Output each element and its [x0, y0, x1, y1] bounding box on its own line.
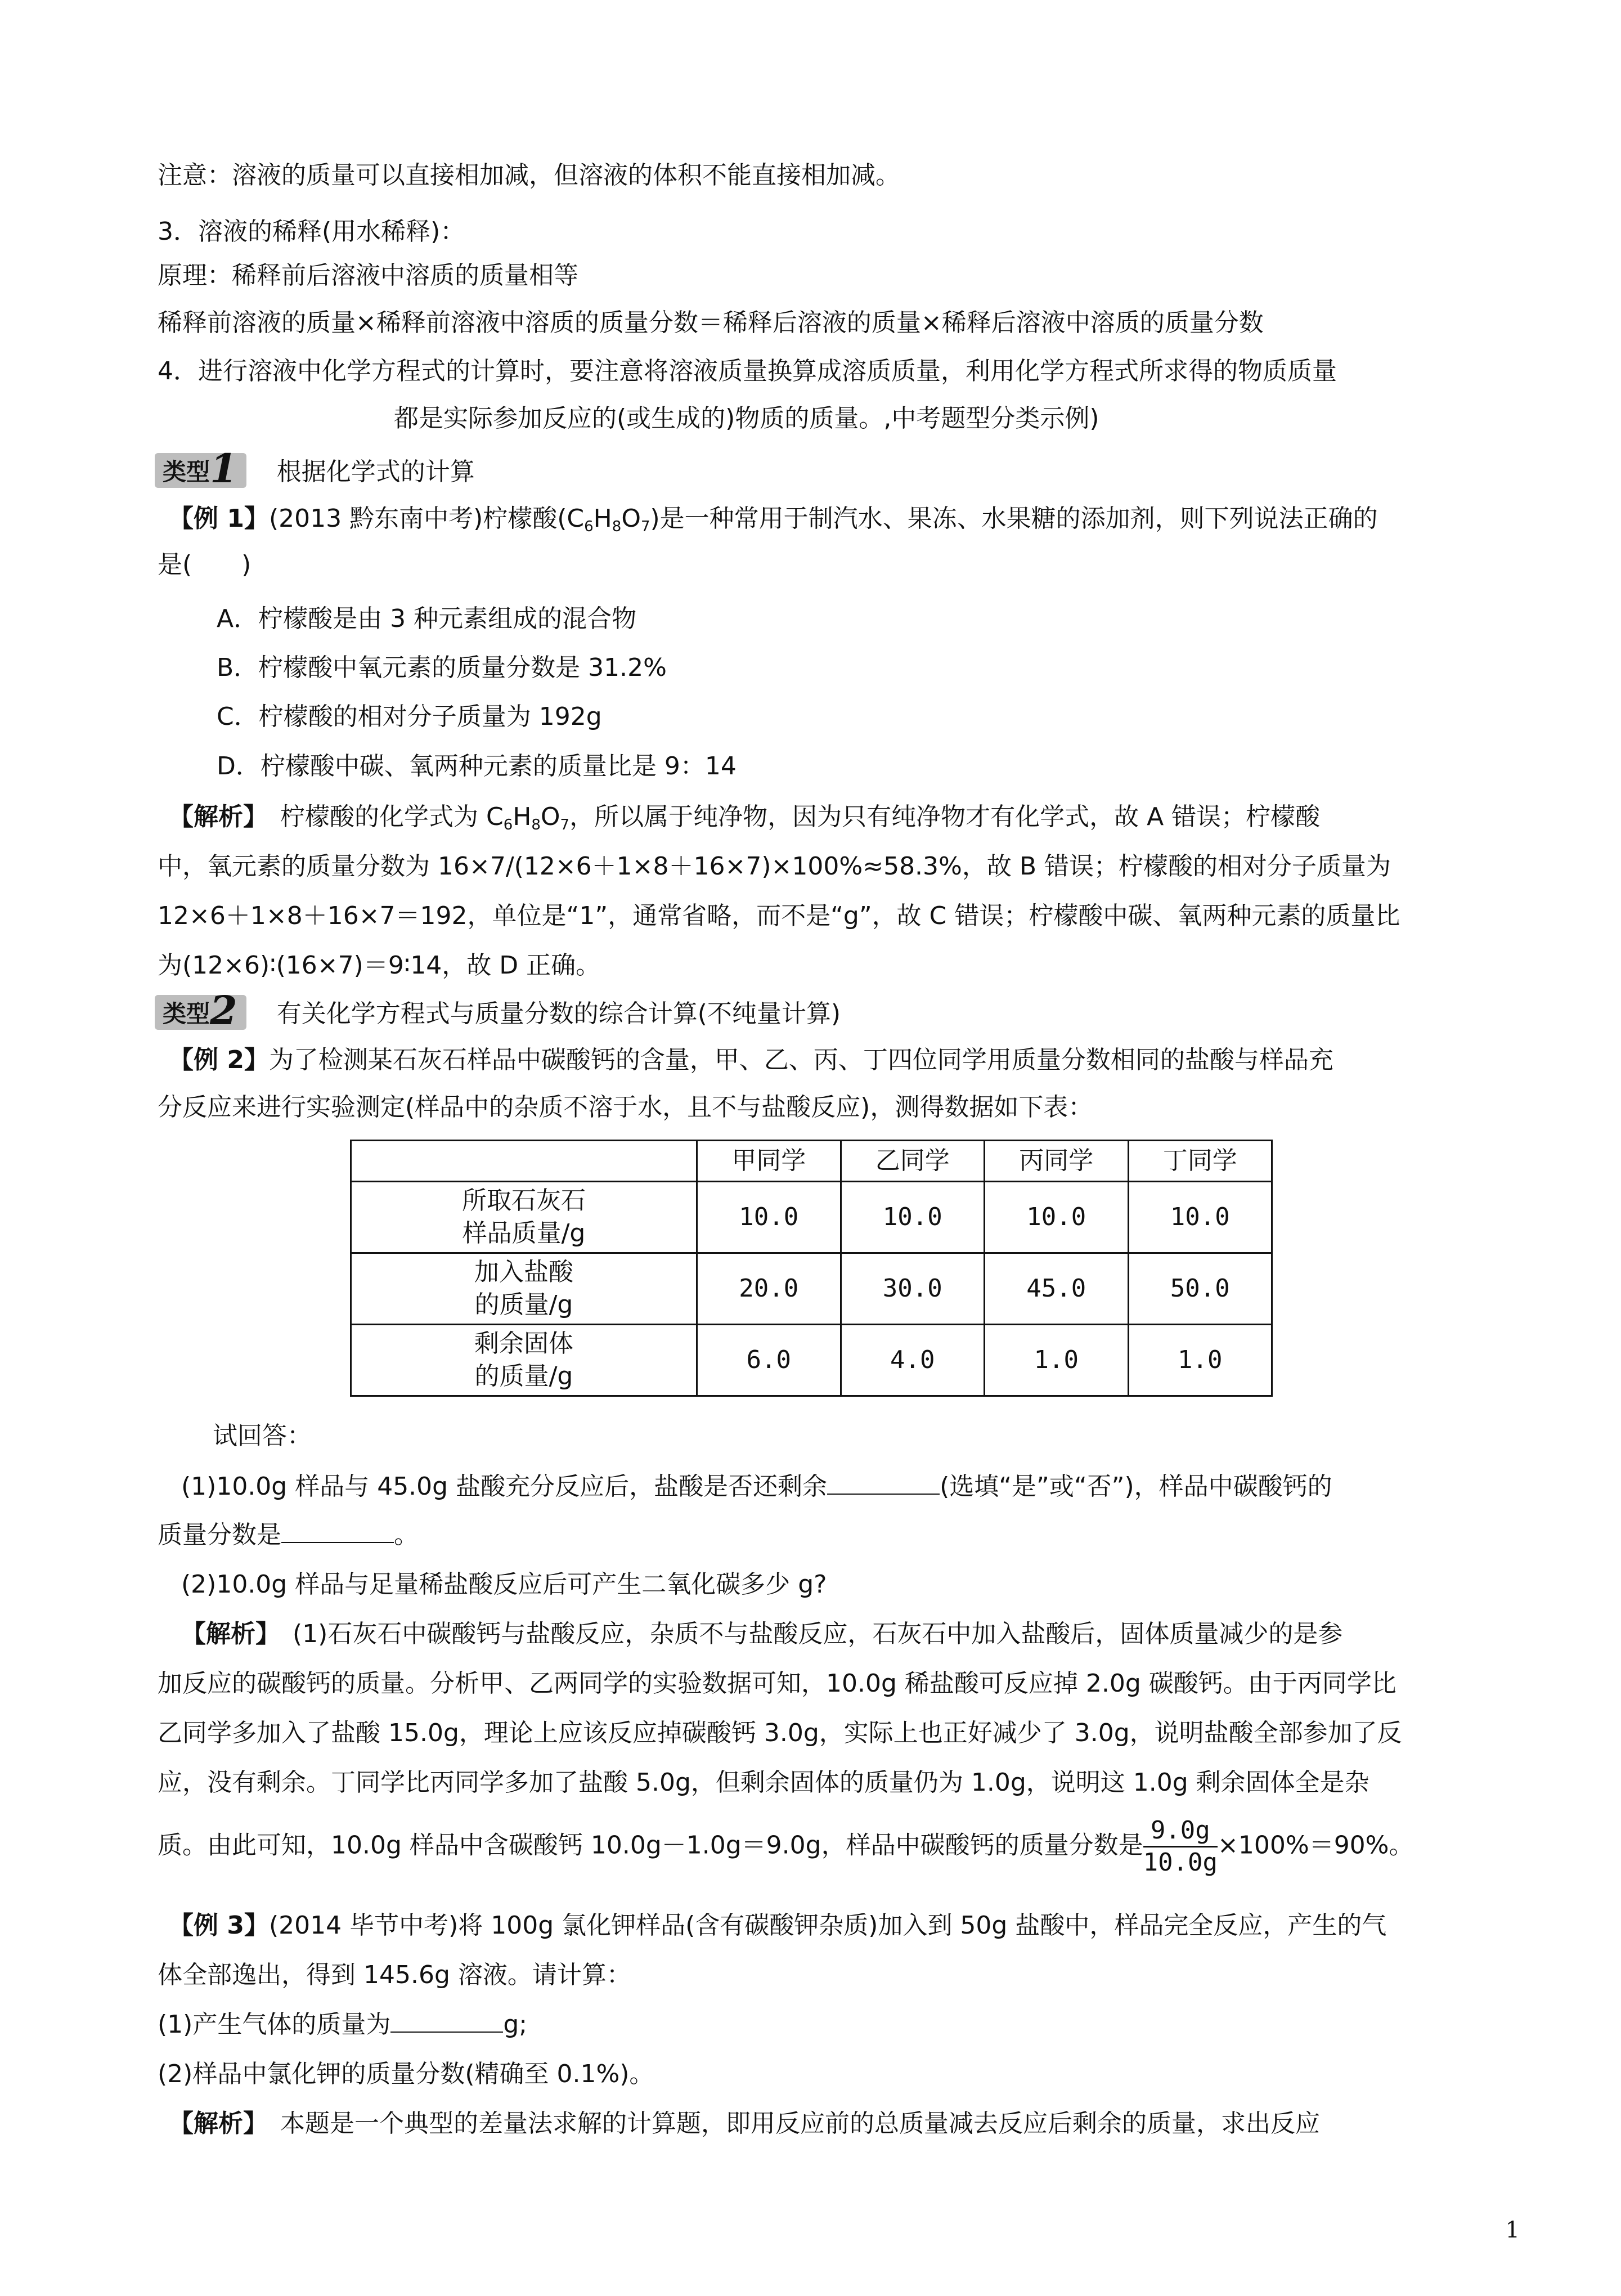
analysis1-line3: 12×6＋1×8＋16×7＝192，单位是“1”，通常省略，而不是“g”，故 C 错误；柠檬酸中碳、氧两种元素的质量比 [158, 902, 1400, 930]
fraction-denominator: 10.0g [1143, 1848, 1218, 1877]
try-answer: 试回答： [213, 1421, 312, 1450]
example1-line2: 是( ) [158, 550, 252, 579]
analysis1-label: 【解析】 [169, 802, 255, 831]
type2-title: 有关化学方程式与质量分数的综合计算(不纯量计算) [276, 999, 841, 1028]
analysis1-text-pre: 柠檬酸的化学式为 C [255, 802, 504, 831]
table-row [351, 1182, 1272, 1253]
type1-badge-number: 1 [210, 445, 237, 492]
page-number: 1 [1505, 2217, 1520, 2243]
example3-line2: 体全部逸出，得到 145.6g 溶液。请计算： [158, 1961, 631, 1989]
analysis3-label: 【解析】 [169, 2109, 255, 2138]
table-cell: 10.0 [1128, 1182, 1272, 1253]
table-cell: 30.0 [841, 1253, 985, 1325]
question2: (2)10.0g 样品与足量稀盐酸反应后可产生二氧化碳多少 g? [181, 1570, 827, 1599]
row-label-line: 加入盐酸 [474, 1258, 573, 1286]
row-label-line: 样品质量/g [462, 1219, 586, 1248]
formula-subscript: 7 [640, 518, 650, 535]
row-label-line: 的质量/g [474, 1362, 573, 1391]
table-header-row [351, 1141, 1272, 1182]
formula-element: H [513, 802, 532, 831]
fraction [1143, 1815, 1218, 1878]
formula-subscript: 7 [560, 817, 570, 833]
question1-line1 [181, 1469, 1332, 1505]
question1-text-post: (选填“是”或“否”)，样品中碳酸钙的 [940, 1472, 1332, 1501]
analysis2-line4: 应，没有剩余。丁同学比丙同学多加了盐酸 5.0g，但剩余固体的质量仍为 1.0g，说明这 1.0g 剩余固体全是杂 [158, 1768, 1369, 1797]
dilution-heading: 3．溶液的稀释(用水稀释)： [158, 217, 465, 246]
analysis3-line1 [169, 2106, 1320, 2142]
table-cell: 1.0 [985, 1325, 1129, 1396]
analysis2-line5 [158, 1815, 1414, 1878]
table-cell: 50.0 [1128, 1253, 1272, 1325]
answer-blank[interactable] [390, 2009, 503, 2033]
type1-badge [155, 445, 246, 492]
table-cell: 1.0 [1128, 1325, 1272, 1396]
example1-text-post: )是一种常用于制汽水、果冻、水果糖的添加剂，则下列说法正确的 [650, 504, 1378, 533]
table-cell: 10.0 [697, 1182, 841, 1253]
formula-subscript: 8 [612, 518, 622, 535]
formula-element: O [540, 802, 560, 831]
question1-line2 [158, 1517, 419, 1553]
option-b: B．柠檬酸中氧元素的质量分数是 31.2% [217, 653, 667, 682]
option-d: D．柠檬酸中碳、氧两种元素的质量比是 9：14 [217, 752, 737, 781]
question1-line2-pre: 质量分数是 [158, 1521, 281, 1549]
dilution-principle: 原理：稀释前后溶液中溶质的质量相等 [158, 261, 578, 290]
formula-element: O [621, 504, 641, 533]
table-cell: 45.0 [985, 1253, 1129, 1325]
analysis1-line4: 为(12×6)∶(16×7)＝9∶14，故 D 正确。 [158, 951, 601, 980]
note-paragraph: 注意：溶液的质量可以直接相加减，但溶液的体积不能直接相加减。 [158, 161, 900, 190]
point4-line1: 4．进行溶液中化学方程式的计算时，要注意将溶液质量换算成溶质质量，利用化学方程式所求得的物质质量 [158, 357, 1337, 385]
table-row [351, 1325, 1272, 1396]
table-cell: 6.0 [697, 1325, 841, 1396]
example1-text-pre: (2013 黔东南中考)柠檬酸(C [268, 504, 585, 533]
table-row-label [351, 1182, 697, 1253]
type1-header [155, 445, 475, 492]
table-header-cell: 乙同学 [841, 1141, 985, 1182]
analysis3-text: 本题是一个典型的差量法求解的计算题，即用反应前的总质量减去反应后剩余的质量，求出反应 [255, 2109, 1320, 2138]
analysis1-text-post: ，所以属于纯净物，因为只有纯净物才有化学式，故 A 错误；柠檬酸 [569, 802, 1321, 831]
example3-question2: (2)样品中氯化钾的质量分数(精确至 0.1%)。 [158, 2060, 654, 2088]
example1-label: 【例 1】 [169, 504, 269, 533]
option-a: A．柠檬酸是由 3 种元素组成的混合物 [217, 604, 637, 633]
analysis2-line1 [181, 1616, 1342, 1652]
type1-badge-text: 类型 [163, 458, 210, 486]
answer-blank[interactable] [281, 1519, 394, 1543]
table-cell: 4.0 [841, 1325, 985, 1396]
formula-element: H [593, 504, 612, 533]
analysis2-line5-post: ×100%＝90%。 [1218, 1831, 1414, 1860]
fraction-numerator: 9.0g [1143, 1815, 1218, 1847]
point4-line2: 都是实际参加反应的(或生成的)物质的质量。,中考题型分类示例) [394, 404, 1099, 433]
row-label-line: 剩余固体 [474, 1329, 573, 1358]
type1-title: 根据化学式的计算 [276, 458, 475, 486]
dilution-formula: 稀释前溶液的质量×稀释前溶液中溶质的质量分数＝稀释后溶液的质量×稀释后溶液中溶质的质量分数 [158, 308, 1264, 337]
analysis2-text: (1)石灰石中碳酸钙与盐酸反应，杂质不与盐酸反应，石灰石中加入盐酸后，固体质量减少的是参 [268, 1620, 1343, 1648]
example2-text: 为了检测某石灰石样品中碳酸钙的含量，甲、乙、丙、丁四位同学用质量分数相同的盐酸与样品充 [268, 1046, 1333, 1074]
analysis2-label: 【解析】 [181, 1620, 268, 1648]
formula-subscript: 8 [531, 817, 541, 833]
table-header-cell [351, 1141, 697, 1182]
analysis1-line1 [169, 799, 1320, 835]
analysis2-line3: 乙同学多加入了盐酸 15.0g，理论上应该反应掉碳酸钙 3.0g，实际上也正好减少了 3.0g，说明盐酸全部参加了反 [158, 1719, 1402, 1747]
formula-subscript: 6 [503, 817, 513, 833]
answer-blank[interactable] [827, 1471, 940, 1495]
table-header-cell: 甲同学 [697, 1141, 841, 1182]
table-cell: 10.0 [841, 1182, 985, 1253]
option-c: C．柠檬酸的相对分子质量为 192g [217, 702, 602, 731]
table-row [351, 1253, 1272, 1325]
table-row-label [351, 1253, 697, 1325]
example2-label: 【例 2】 [169, 1046, 269, 1074]
e3-question1-pre: (1)产生气体的质量为 [158, 2010, 391, 2039]
data-table [350, 1140, 1273, 1397]
e3-question1-post: g; [503, 2010, 528, 2039]
question1-line2-post: 。 [394, 1521, 419, 1549]
analysis2-line2: 加反应的碳酸钙的质量。分析甲、乙两同学的实验数据可知，10.0g 稀盐酸可反应掉 2.0g 碳酸钙。由于丙同学比 [158, 1669, 1397, 1698]
example3-line1 [169, 1908, 1386, 1944]
table-row-label [351, 1325, 697, 1396]
type2-badge [155, 987, 246, 1034]
example2-line1 [169, 1042, 1333, 1078]
table-cell: 10.0 [985, 1182, 1129, 1253]
formula-subscript: 6 [584, 518, 594, 535]
analysis1-line2: 中，氧元素的质量分数为 16×7/(12×6＋1×8＋16×7)×100%≈58.3%，故 B 错误；柠檬酸的相对分子质量为 [158, 852, 1391, 881]
question1-text-pre: (1)10.0g 样品与 45.0g 盐酸充分反应后，盐酸是否还剩余 [181, 1472, 828, 1501]
type2-badge-text: 类型 [163, 1000, 210, 1028]
table-header-cell: 丁同学 [1128, 1141, 1272, 1182]
example3-label: 【例 3】 [169, 1911, 269, 1940]
table-cell: 20.0 [697, 1253, 841, 1325]
example1-line1 [169, 501, 1378, 537]
example3-text: (2014 毕节中考)将 100g 氯化钾样品(含有碳酸钾杂质)加入到 50g 盐酸中，样品完全反应，产生的气 [268, 1911, 1387, 1940]
type2-badge-number: 2 [210, 987, 237, 1034]
analysis2-line5-pre: 质。由此可知，10.0g 样品中含碳酸钙 10.0g－1.0g＝9.0g，样品中碳酸钙的质量分数是 [158, 1831, 1143, 1860]
table-header-cell: 丙同学 [985, 1141, 1129, 1182]
row-label-line: 所取石灰石 [462, 1186, 586, 1215]
row-label-line: 的质量/g [474, 1290, 573, 1319]
type2-header [155, 987, 841, 1034]
example3-question1 [158, 2007, 527, 2043]
example2-line2: 分反应来进行实验测定(样品中的杂质不溶于水，且不与盐酸反应)，测得数据如下表： [158, 1093, 1093, 1122]
